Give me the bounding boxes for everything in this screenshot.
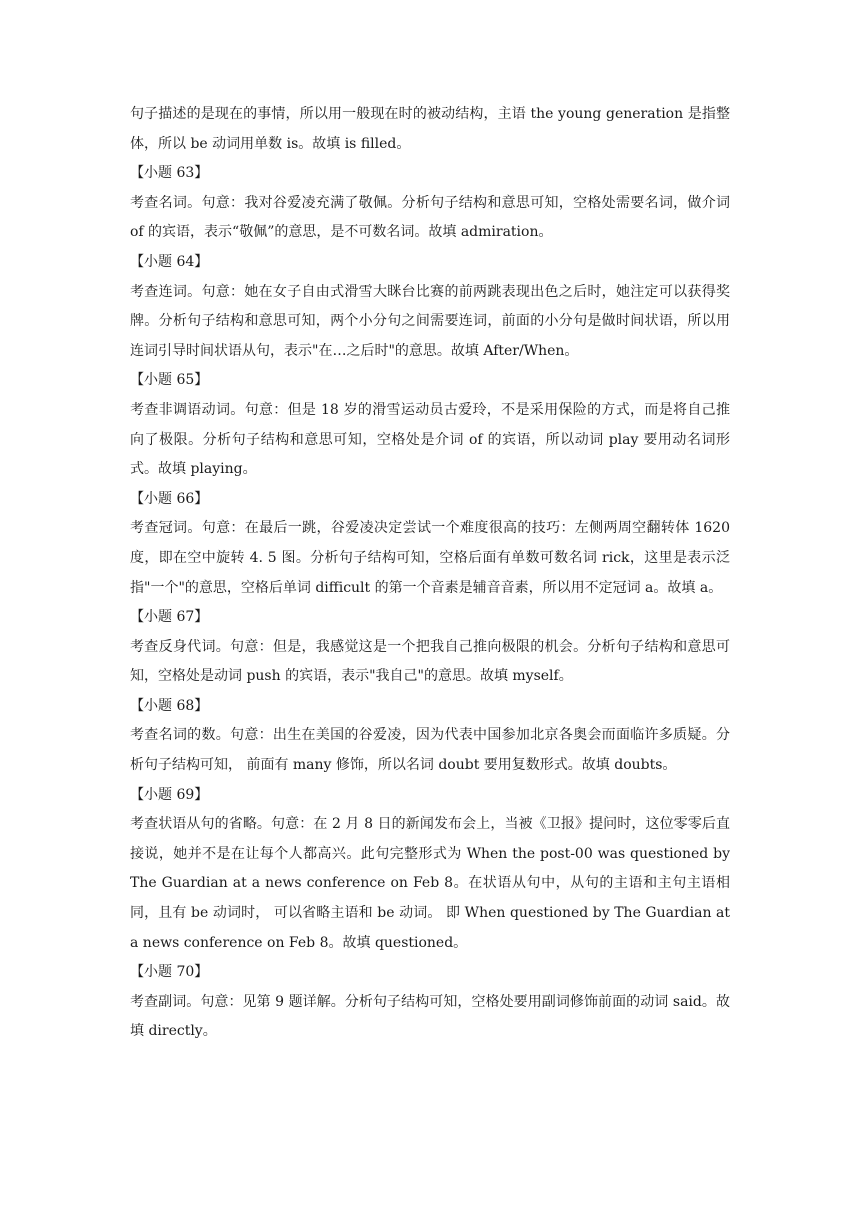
paragraph-67-explanation: 考查反身代词。句意：但是，我感觉这是一个把我自己推向极限的机会。分析句子结构和意思可知，空格处是动词 push 的宾语，表示"我自己"的意思。故填 myself。 [130,638,730,685]
question-heading-67: 【小题 67】 [130,609,209,626]
question-heading-65: 【小题 65】 [130,372,209,389]
paragraph-63-explanation: 考查名词。句意：我对谷爱凌充满了敬佩。分析句子结构和意思可知，空格处需要名词，做介词 of 的宾语，表示“敬佩”的意思，是不可数名词。故填 admiration。 [130,194,730,241]
question-heading-64: 【小题 64】 [130,253,209,270]
question-heading-69: 【小题 69】 [130,786,209,803]
question-heading-68: 【小题 68】 [130,697,209,714]
paragraph-62-explanation: 句子描述的是现在的事情，所以用一般现在时的被动结构，主语 the young generation 是指整体，所以 be 动词用单数 is。故填 is filled。 [130,106,730,152]
question-heading-66: 【小题 66】 [130,490,209,507]
paragraph-64-explanation: 考查连词。句意：她在女子自由式滑雪大眯台比赛的前两跳表现出色之后时，她注定可以获得奖牌。分析句子结构和意思可知，两个小分句之间需要连词，前面的小分句是做时间状语，所以用连词引导时间状语从句，表示"在…之后时"的意思。故填 After/When。 [130,283,730,359]
paragraph-66-explanation: 考查冠词。句意：在最后一跳，谷爱凌决定尝试一个难度很高的技巧：左侧两周空翻转体 1620 度，即在空中旋转 4. 5 图。分析句子结构可知，空格后面有单数可数名词 rick，这里是表示泛指"一个"的意思，空格后单词 difficult 的第一个音素是辅音音素，所以用不定冠词 a。故填 a。 [130,520,730,596]
paragraph-68-explanation: 考查名词的数。句意：出生在美国的谷爱凌，因为代表中国参加北京各奥会而面临许多质疑。分析句子结构可知， 前面有 many 修饰，所以名词 doubt 要用复数形式。故填 doubts。 [130,727,730,774]
paragraph-65-explanation: 考查非调语动词。句意：但是 18 岁的滑雪运动员古爱玲，不是采用保险的方式，而是将自己推向了极限。分析句子结构和意思可知，空格处是介词 of 的宾语，所以动词 play 要用动名词形式。故填 playing。 [130,401,730,478]
question-heading-70: 【小题 70】 [130,964,209,981]
paragraph-69-explanation: 考查状语从句的省略。句意：在 2 月 8 日的新闻发布会上，当被《卫报》提问时，这位零零后直接说，她并不是在让每个人都高兴。此句完整形式为 When the post-00 was questioned by The Guardian at a news conference on Feb 8。在状语从句中，从句的主语和主句主语相同，且有 be 动词时， 可以省略主语和 be 动词。 即 When questioned by The Guardian at a news conference on Feb 8。故填 questioned。 [130,816,730,951]
paragraph-70-explanation: 考查副词。句意：见第 9 题详解。分析句子结构可知，空格处要用副词修饰前面的动词 said。故填 directly。 [130,993,730,1040]
question-heading-63: 【小题 63】 [130,165,209,182]
document-page [130,100,730,1047]
